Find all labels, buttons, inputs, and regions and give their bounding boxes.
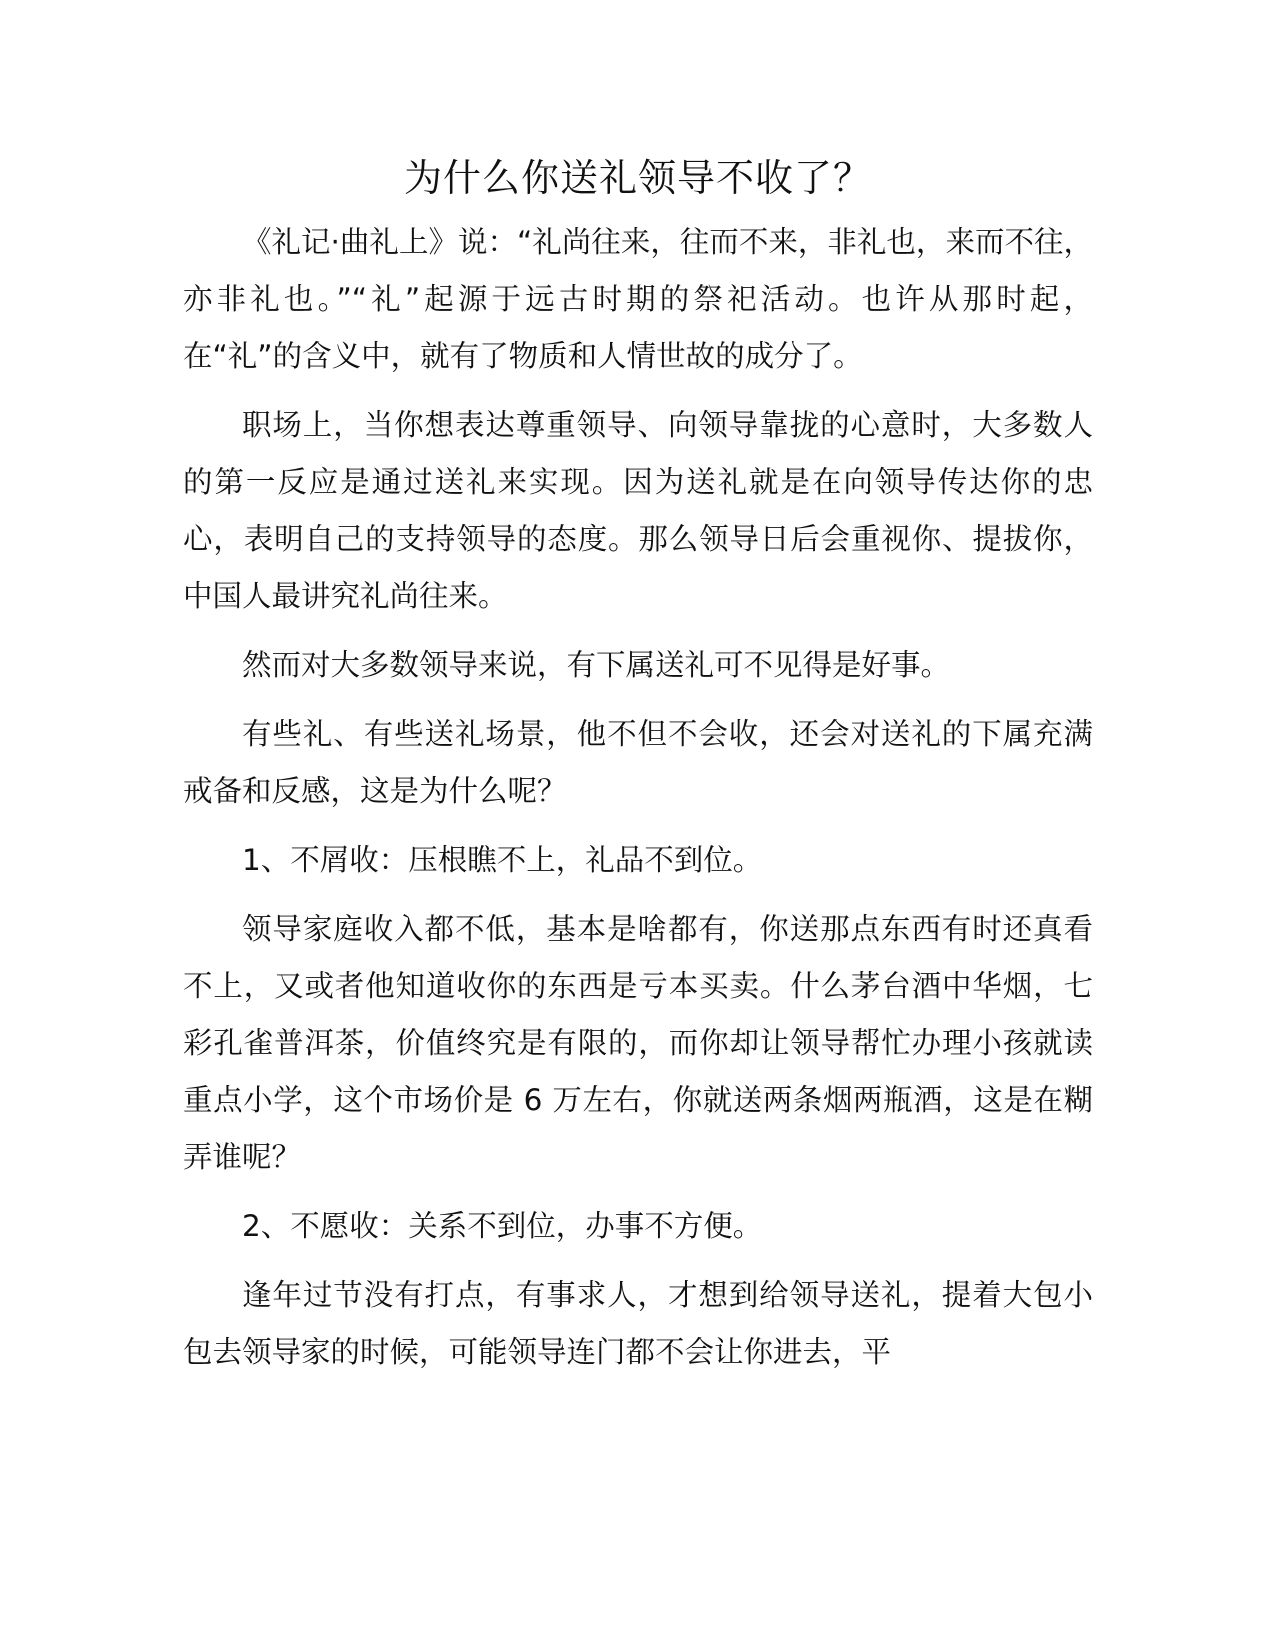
document-title: 为什么你送礼领导不收了？	[403, 156, 872, 200]
paragraph-however: 然而对大多数领导来说，有下属送礼可不见得是好事。	[242, 648, 951, 682]
section-heading-1: 1、不屑收：压根瞧不上，礼品不到位。	[242, 843, 763, 877]
paragraph-intro: 《礼记·曲礼上》说：“礼尚往来，往而不来，非礼也，来而不往，亦非礼也。”“礼”起源于远古时期的祭祀活动。也许从那时起，在“礼”的含义中，就有了物质和人情世故的成分了。	[183, 225, 1093, 373]
paragraph-section-2: 逢年过节没有打点，有事求人，才想到给领导送礼，提着大包小包去领导家的时候，可能领导连门都不会让你进去，平	[183, 1278, 1093, 1369]
paragraph-workplace: 职场上，当你想表达尊重领导、向领导靠拢的心意时，大多数人的第一反应是通过送礼来实现。因为送礼就是在向领导传达你的忠心，表明自己的支持领导的态度。那么领导日后会重视你、提拔你，中国人最讲究礼尚往来。	[183, 408, 1093, 613]
paragraph-question: 有些礼、有些送礼场景，他不但不会收，还会对送礼的下属充满戒备和反感，这是为什么呢？	[183, 717, 1093, 808]
section-heading-2: 2、不愿收：关系不到位，办事不方便。	[242, 1209, 763, 1243]
paragraph-section-1: 领导家庭收入都不低，基本是啥都有，你送那点东西有时还真看不上，又或者他知道收你的东西是亏本买卖。什么茅台酒中华烟，七彩孔雀普洱茶，价值终究是有限的，而你却让领导帮忙办理小孩就读重点小学，这个市场价是 6 万左右，你就送两条烟两瓶酒，这是在糊弄谁呢？	[183, 912, 1093, 1174]
document-page	[183, 148, 1093, 1393]
